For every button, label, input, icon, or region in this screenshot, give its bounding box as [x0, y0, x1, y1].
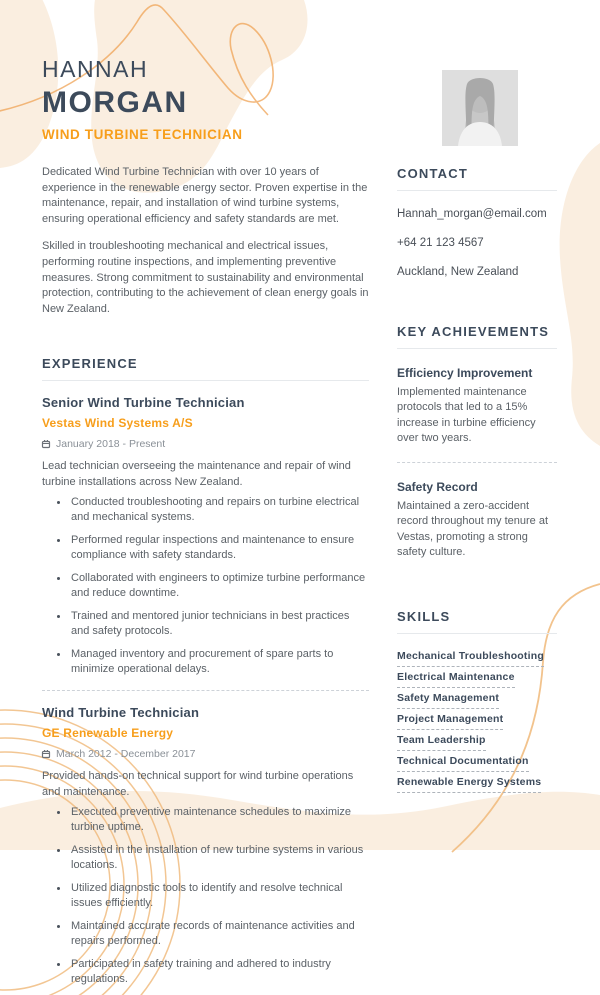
- job-date-row: [42, 438, 369, 450]
- first-name: HANNAH: [42, 56, 149, 82]
- summary-section: [42, 165, 369, 317]
- job-bullet: • Executed preventive maintenance schedules to maximize turbine uptime.: [69, 805, 369, 835]
- job-entry-1: [42, 395, 369, 677]
- contact-location: Auckland, New Zealand: [397, 266, 519, 278]
- profile-photo-image: [442, 70, 518, 146]
- job-summary: Lead technician overseeing the maintenance and repair of wind turbine installations across New Zealand.: [42, 460, 351, 488]
- job-dates: January 2018 - Present: [56, 438, 166, 451]
- achievement-description: Maintained a zero-accident record throughout my tenure at Vestas, promoting a strong safety culture.: [397, 500, 549, 559]
- skills-section: [397, 609, 557, 793]
- last-name: MORGAN: [42, 85, 188, 119]
- job-dates: March 2012 - December 2017: [56, 748, 196, 761]
- calendar-icon: [42, 750, 50, 758]
- job-divider: [42, 690, 369, 691]
- section-divider: [397, 633, 557, 634]
- job-bullet-list: [42, 805, 369, 987]
- section-divider: [397, 190, 557, 191]
- job-bullet: • Performed regular inspections and maintenance to ensure compliance with safety standards.: [69, 533, 369, 563]
- skill-item: Electrical Maintenance: [397, 671, 515, 688]
- profile-photo: [442, 70, 518, 146]
- job-company: Vestas Wind Systems A/S: [42, 416, 193, 431]
- left-column: [42, 56, 369, 995]
- contact-email: Hannah_morgan@email.com: [397, 208, 547, 220]
- job-summary: Provided hands-on technical support for wind turbine operations and maintenance.: [42, 770, 354, 798]
- achievement-item-2: [397, 480, 557, 560]
- job-title: Wind Turbine Technician: [42, 705, 200, 721]
- skill-item: Renewable Energy Systems: [397, 776, 541, 793]
- summary-paragraph-2: Skilled in troubleshooting mechanical and electrical issues, performing routine inspections, and implementing preventive measures. Strong commitment to sustainability and environmental protection, contributing to the achievement of clean energy goals in New Zealand.: [42, 240, 369, 315]
- job-date-row: [42, 748, 369, 760]
- achievement-description: Implemented maintenance protocols that led to a 15% increase in turbine efficiency over two years.: [397, 386, 536, 444]
- section-divider: [397, 348, 557, 349]
- right-column: [397, 166, 557, 797]
- cream-blob-right: [560, 143, 600, 446]
- job-bullet: • Participated in safety training and adhered to industry regulations.: [69, 957, 369, 987]
- job-bullet: • Conducted troubleshooting and repairs on turbine electrical and mechanical systems.: [69, 495, 369, 525]
- job-title: Senior Wind Turbine Technician: [42, 395, 245, 411]
- job-company: GE Renewable Energy: [42, 726, 174, 741]
- skill-item: Mechanical Troubleshooting: [397, 650, 544, 667]
- key-achievements-section: [397, 324, 557, 560]
- job-bullet-list: [42, 495, 369, 677]
- skill-item: Project Management: [397, 713, 503, 730]
- achievement-divider: [397, 462, 557, 463]
- achievement-title: Efficiency Improvement: [397, 366, 533, 380]
- job-bullet: • Maintained accurate records of maintenance activities and repairs performed.: [69, 919, 369, 949]
- experience-section: [42, 356, 369, 987]
- contact-heading: CONTACT: [397, 166, 468, 181]
- header: [42, 56, 369, 142]
- key-achievements-heading: KEY ACHIEVEMENTS: [397, 324, 550, 339]
- skill-item: Technical Documentation: [397, 755, 529, 772]
- contact-list: [397, 208, 557, 278]
- summary-paragraph-1: Dedicated Wind Turbine Technician with over 10 years of experience in the renewable energy sector. Proven expertise in the maintenance, repair, and installation of wind turbine systems, ensuring operational efficiency and safety standards are met.: [42, 166, 368, 225]
- calendar-icon: [42, 440, 50, 448]
- skills-list: [397, 650, 557, 793]
- job-bullet: • Utilized diagnostic tools to identify and resolve technical issues efficiently.: [69, 881, 369, 911]
- contact-phone: +64 21 123 4567: [397, 237, 484, 249]
- job-bullet: • Managed inventory and procurement of spare parts to minimize operational delays.: [69, 647, 369, 677]
- achievement-item-1: [397, 366, 557, 446]
- achievement-title: Safety Record: [397, 480, 478, 495]
- job-entry-2: [42, 705, 369, 987]
- section-divider: [42, 380, 369, 381]
- skills-heading: SKILLS: [397, 609, 451, 625]
- job-bullet: • Trained and mentored junior technicians in best practices and safety protocols.: [69, 609, 369, 639]
- job-bullet: • Assisted in the installation of new turbine systems in various locations.: [69, 843, 369, 873]
- job-bullet: • Collaborated with engineers to optimize turbine performance and reduce downtime.: [69, 571, 369, 601]
- experience-heading: EXPERIENCE: [42, 356, 138, 372]
- skill-item: Safety Management: [397, 692, 499, 709]
- contact-section: [397, 166, 557, 278]
- skill-item: Team Leadership: [397, 734, 486, 751]
- header-job-title: WIND TURBINE TECHNICIAN: [42, 127, 243, 143]
